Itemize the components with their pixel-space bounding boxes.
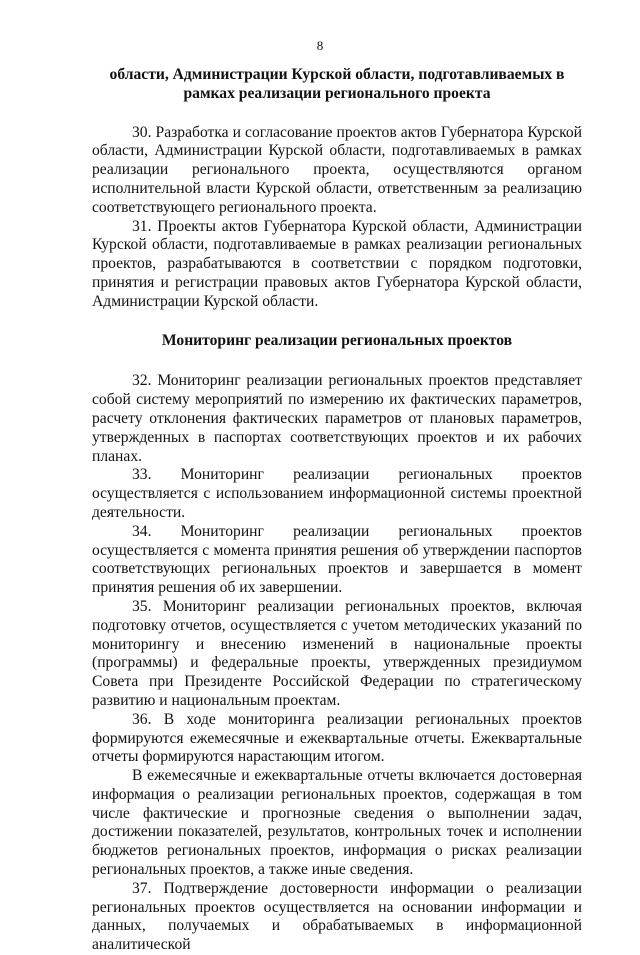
page-number: 8 <box>316 38 324 53</box>
document-body <box>92 66 582 955</box>
paragraph-30: 30. Разработка и согласование проектов актов Губернатора Курской области, Администрации Курской области, подготавливаемых в рамках реализации регионального проекта, осуществляются органом исполнительной власти Курской области, ответственным за реализацию соответствующего регионального проекта. <box>92 123 582 216</box>
paragraph-34: 34. Мониторинг реализации региональных проектов осуществляется с момента принятия решения об утверждении паспортов соответствующих региональных проектов и завершается в момент принятия решения об их завершении. <box>92 522 582 597</box>
section-heading-continued <box>92 66 582 104</box>
paragraph-31: 31. Проекты актов Губернатора Курской области, Администрации Курской области, подготавливаемые в рамках реализации региональных проектов, разрабатываются в соответствии с порядком подготовки, принятия и регистрации правовых актов Губернатора Курской области, Администрации Курской области. <box>92 217 582 310</box>
paragraph-36: 36. В ходе мониторинга реализации региональных проектов формируются ежемесячные и ежеквартальные отчеты. Ежеквартальные отчеты формируются нарастающим итогом. <box>92 710 582 766</box>
paragraph-36-continued: В ежемесячные и ежеквартальные отчеты включается достоверная информация о реализации региональных проектов, содержащая в том числе фактические и прогнозные сведения о выполнении задач, достижении показателей, результатов, контрольных точек и исполнении бюджетов региональных проектов, информация о рисках реализации региональных проектов, а также иные сведения. <box>92 767 582 879</box>
paragraph-35: 35. Мониторинг реализации региональных проектов, включая подготовку отчетов, осуществляется с учетом методических указаний по мониторингу и внесению изменений в национальные проекты (программы) и федеральные проекты, утвержденных президиумом Совета при Президенте Российской Федерации по стратегическому развитию и национальным проектам. <box>92 597 582 709</box>
section-heading-monitoring: Мониторинг реализации региональных проектов <box>161 331 513 349</box>
paragraph-32: 32. Мониторинг реализации региональных проектов представляет собой систему мероприятий по измерению их фактических параметров, расчету отклонения фактических параметров от плановых параметров, утвержденных в паспортах соответствующих проектов и их рабочих планах. <box>92 372 582 465</box>
heading-line: рамках реализации регионального проекта <box>183 84 491 102</box>
paragraph-37: 37. Подтверждение достоверности информации о реализации региональных проектов осуществляется на основании информации и данных, получаемых и обрабатываемых в информационной аналитической <box>92 879 582 954</box>
paragraph-33: 33. Мониторинг реализации региональных проектов осуществляется с использованием информационной системы проектной деятельности. <box>92 466 582 521</box>
heading-line: области, Администрации Курской области, подготавливаемых в <box>109 66 565 83</box>
